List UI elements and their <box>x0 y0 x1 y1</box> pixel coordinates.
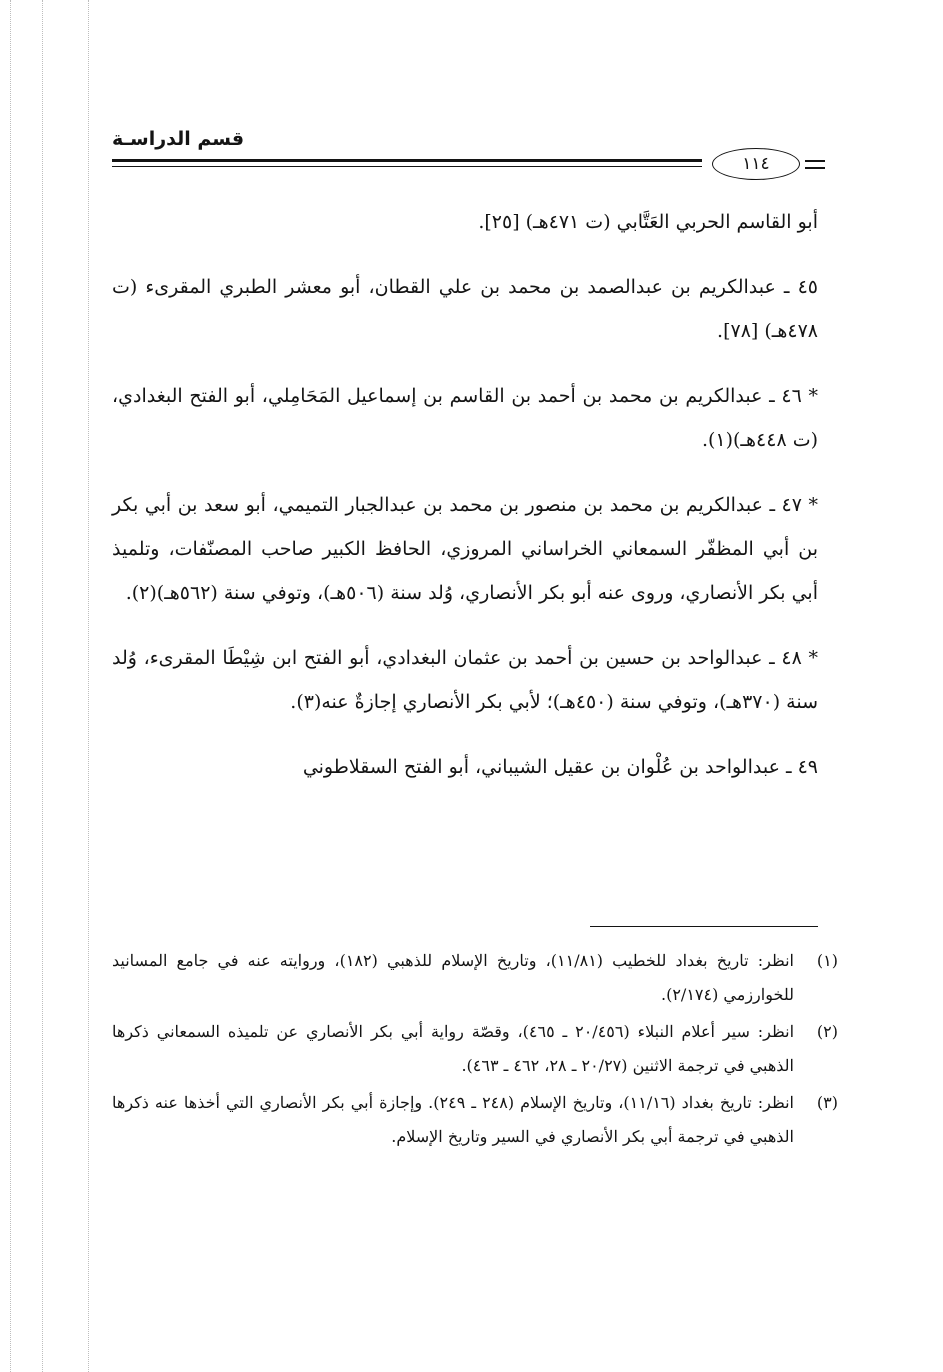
header-rule <box>112 159 702 162</box>
footnote-separator <box>590 926 818 927</box>
section-title: قسم الدراسـة <box>112 128 245 150</box>
paragraph: ٤٩ ـ عبدالواحد بن عُلْوان بن عقيل الشيباني، أبو الفتح السقلاطوني <box>302 756 818 778</box>
header-ornament <box>805 160 825 169</box>
footnote <box>112 1015 838 1083</box>
paragraph: * ٤٧ ـ عبدالكريم بن محمد بن منصور بن محمد بن عبدالجبار التميمي، أبو سعد بن أبي بكر بن أبي المظفّر السمعاني الخراساني المروزي، الحافظ الكبير صاحب المصنّفات، وتلميذ أبي بكر الأنصاري، وروى عنه أبو بكر الأنصاري، وُلد سنة (٥٠٦هـ)، وتوفي سنة (٥٦٢هـ)(٢). <box>112 494 818 604</box>
footnotes <box>112 944 838 1157</box>
paragraph: ٤٥ ـ عبدالكريم بن عبدالصمد بن محمد بن علي القطان، أبو معشر الطبري المقرىء (ت ٤٧٨هـ) [٧٨]. <box>112 276 818 342</box>
scan-guide-line <box>42 0 43 1372</box>
footnote-number: (٢) <box>816 1022 838 1041</box>
footnote-text: انظر: تاريخ بغداد للخطيب (١١/٨١)، وتاريخ الإسلام للذهبي (١٨٢)، وروايته عنه في جامع المسانيد للخوارزمي (٢/١٧٤). <box>112 951 794 1004</box>
paragraph: * ٤٨ ـ عبدالواحد بن حسين بن أحمد بن عثمان البغدادي، أبو الفتح ابن شِيْطَا المقرىء، وُلد سنة (٣٧٠هـ)، وتوفي سنة (٤٥٠هـ)؛ لأبي بكر الأنصاري إجازةٌ عنه(٣). <box>112 647 818 713</box>
scan-guide-line <box>10 0 11 1372</box>
paragraph: * ٤٦ ـ عبدالكريم بن محمد بن أحمد بن القاسم بن إسماعيل المَحَامِلي، أبو الفتح البغدادي، (ت ٤٤٨هـ)(١). <box>112 385 819 451</box>
paragraph: أبو القاسم الحربي العَتَّابي (ت ٤٧١هـ) [٢٥]. <box>478 211 818 233</box>
main-text <box>112 200 818 810</box>
footnote-text: انظر: تاريخ بغداد (١١/١٦)، وتاريخ الإسلام (٢٤٨ ـ ٢٤٩). وإجازة أبي بكر الأنصاري التي أخذها عنه ذكرها الذهبي في ترجمة أبي بكر الأنصاري في السير وتاريخ الإسلام. <box>112 1093 794 1146</box>
page-header <box>112 128 822 188</box>
footnote-number: (١) <box>816 951 838 970</box>
footnote-text: انظر: سير أعلام النبلاء (٢٠/٤٥٦ ـ ٤٦٥)، وقصّة رواية أبي بكر الأنصاري عن تلميذه السمعاني ذكرها الذهبي في ترجمة الاثنين (٢٠/٢٧ ـ ٢٨، ٤٦٢ ـ ٤٦٣). <box>112 1022 795 1075</box>
footnote <box>112 944 838 1012</box>
footnote-number: (٣) <box>816 1093 838 1112</box>
header-rule-thin <box>112 166 702 167</box>
page-number: ١١٤ <box>712 148 800 180</box>
footnote <box>112 1086 838 1154</box>
scan-guide-line <box>88 0 89 1372</box>
